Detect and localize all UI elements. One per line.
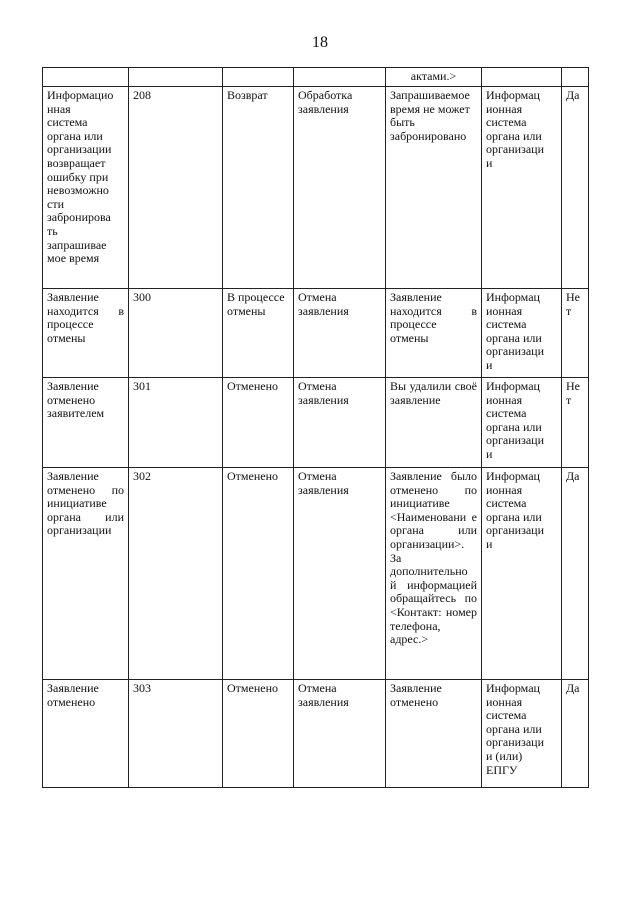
message-cell: Заявление находится в процессе отмены — [386, 289, 482, 378]
description-cell: Заявление находится в процессе отмены — [43, 289, 129, 378]
source-cell: Информац ионная система органа или организаци и — [482, 378, 562, 468]
page-number: 18 — [312, 34, 328, 51]
code-cell: 300 — [129, 289, 223, 378]
action-cell: Отмена заявления — [294, 468, 386, 680]
action-cell: Отмена заявления — [294, 378, 386, 468]
code-cell: 301 — [129, 378, 223, 468]
status-cell: Возврат — [223, 87, 294, 289]
table-cell — [562, 68, 589, 87]
table-cell — [223, 68, 294, 87]
message-cell: Заявление отменено — [386, 680, 482, 788]
message-cell: Вы удалили своё заявление — [386, 378, 482, 468]
flag-cell: Нет — [562, 289, 589, 378]
status-cell: Отменено — [223, 378, 294, 468]
table-cell-message — [386, 68, 482, 87]
status-cell: Отменено — [223, 680, 294, 788]
description-cell: Заявление отменено — [43, 680, 129, 788]
action-cell: Обработка заявления — [294, 87, 386, 289]
description-cell: Заявление отменено заявителем — [43, 378, 129, 468]
message-cell: Заявление было отменено по инициативе <Наименовани е органа или организации>. За дополнительно й информацией обращайтесь по <Контакт: номер телефона, адрес.> — [386, 468, 482, 680]
status-cell: Отменено — [223, 468, 294, 680]
table-cell — [43, 68, 129, 87]
code-cell: 302 — [129, 468, 223, 680]
source-cell: Информац ионная система органа или организаци и — [482, 289, 562, 378]
action-cell: Отмена заявления — [294, 680, 386, 788]
status-cell: В процессе отмены — [223, 289, 294, 378]
code-cell: 208 — [129, 87, 223, 289]
table-row — [43, 680, 589, 788]
description-cell: Заявление отменено по инициативе органа или организации — [43, 468, 129, 680]
source-cell: Информац ионная система органа или организаци и (или) ЕПГУ — [482, 680, 562, 788]
description-cell: Информацио нная система органа или организации возвращает ошибку при невозможно сти забронирова ть запрашивае мое время — [43, 87, 129, 289]
table-cell — [482, 68, 562, 87]
table-cell — [294, 68, 386, 87]
table-row — [43, 87, 589, 289]
table-row-continuation — [43, 68, 589, 87]
flag-cell: Да — [562, 87, 589, 289]
action-cell: Отмена заявления — [294, 289, 386, 378]
flag-cell: Да — [562, 468, 589, 680]
table-row — [43, 468, 589, 680]
code-cell: 303 — [129, 680, 223, 788]
message-cell: Запрашиваемое время не может быть забронировано — [386, 87, 482, 289]
table-cell — [129, 68, 223, 87]
source-cell: Информац ионная система органа или организаци и — [482, 87, 562, 289]
source-cell: Информац ионная система органа или организаци и — [482, 468, 562, 680]
flag-cell: Да — [562, 680, 589, 788]
table-row — [43, 289, 589, 378]
table-row — [43, 378, 589, 468]
status-codes-table — [42, 67, 589, 788]
flag-cell: Нет — [562, 378, 589, 468]
continuation-text: актами.> — [410, 69, 457, 83]
